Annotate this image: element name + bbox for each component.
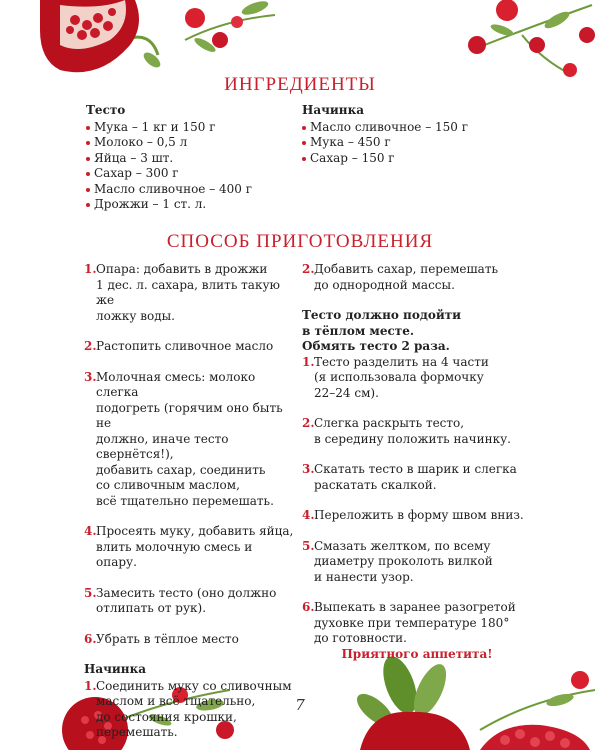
step-number: 4.: [302, 508, 315, 522]
step-line: Скатать тесто в шарик и слегка: [314, 462, 517, 476]
step-line: Просеять муку, добавить яйца,: [96, 524, 294, 538]
method-step: [84, 524, 294, 571]
dough-ingredients: [86, 103, 286, 213]
step-line: всё тщательно перемешать.: [96, 493, 274, 508]
dough-title: Тесто: [86, 103, 126, 117]
step-line: Слегка раскрыть тесто,: [314, 416, 465, 430]
ingredient-item: Молоко – 0,5 л: [86, 135, 286, 151]
method-step: [302, 508, 532, 524]
step-line: влить молочную смесь и опару.: [96, 539, 253, 569]
pomegranate-branch-top-right: [462, 0, 600, 80]
method-step: [84, 632, 294, 648]
method-left-column: [84, 262, 294, 741]
method-step: [302, 462, 532, 493]
step-line: Смазать желтком, по всему: [314, 538, 491, 553]
step-line: до готовности.: [314, 631, 407, 645]
step-line: Опара: добавить в дрожжи: [96, 262, 268, 276]
filling-title: Начинка: [302, 103, 365, 117]
step-line: и нанести узор.: [314, 569, 414, 584]
step-line: до однородной массы.: [314, 277, 455, 292]
pomegranate-illustration-top-left: [40, 0, 170, 80]
step-number: 6.: [302, 600, 315, 614]
method-step: [84, 262, 294, 324]
step-line: маслом и всё тщательно,: [96, 694, 256, 708]
ingredient-item: Сахар – 150 г: [302, 151, 502, 167]
filling-method-title: Начинка: [84, 662, 147, 676]
step-line: в середину положить начинку.: [314, 431, 511, 446]
step-line: Добавить сахар, перемешать: [314, 262, 499, 276]
rise-note-line: Тесто должно подойти: [302, 308, 462, 322]
ingredient-item: Сахар – 300 г: [86, 166, 286, 182]
step-line: должно, иначе тесто свернётся!),: [96, 431, 229, 461]
step-number: 1.: [84, 678, 97, 693]
step-line: Переложить в форму швом вниз.: [314, 508, 524, 522]
method-step: [84, 586, 294, 617]
step-line: Выпекать в заранее разогретой: [314, 600, 516, 614]
step-number: 1.: [84, 262, 97, 276]
step-number: 5.: [84, 585, 97, 600]
step-line: 1 дес. л. сахара, влить такую же: [96, 277, 280, 307]
step-line: диаметру проколоть вилкой: [314, 554, 493, 568]
method-step: [302, 600, 532, 647]
method-step: [302, 262, 532, 293]
ingredient-item: Яйца – 3 шт.: [86, 151, 286, 167]
step-line: до состояния крошки,: [96, 709, 237, 724]
closing-wish: Приятного аппетита!: [341, 646, 493, 661]
ingredient-item: Дрожжи – 1 ст. л.: [86, 197, 286, 213]
step-line: Соединить муку со сливочным: [96, 678, 292, 693]
method-step: [84, 339, 294, 355]
step-number: 6.: [84, 631, 97, 646]
method-step: [84, 370, 294, 510]
page-number: 7: [295, 696, 305, 714]
method-step: [302, 416, 532, 447]
method-heading: СПОСОБ ПРИГОТОВЛЕНИЯ: [166, 231, 434, 252]
method-step: [302, 355, 532, 402]
step-line: Замесить тесто (оно должно: [96, 585, 277, 600]
ingredient-item: Мука – 1 кг и 150 г: [86, 120, 286, 136]
step-number: 2.: [302, 262, 315, 276]
method-step: [302, 539, 532, 586]
step-number: 2.: [302, 416, 315, 430]
step-line: отлипать от рук).: [96, 601, 207, 615]
ingredients-heading: ИНГРЕДИЕНТЫ: [224, 74, 376, 95]
filling-ingredients: [302, 103, 502, 166]
step-number: 3.: [84, 369, 97, 384]
step-line: 22–24 см).: [314, 385, 379, 400]
method-right-column: [302, 262, 532, 662]
step-line: со сливочным маслом,: [96, 478, 240, 492]
step-number: 4.: [84, 524, 97, 538]
step-number: 3.: [302, 462, 315, 476]
step-number: 5.: [302, 538, 315, 553]
rise-note-line: в тёплом месте.: [302, 323, 415, 338]
step-line: Убрать в тёплое место: [96, 631, 239, 646]
step-line: перемешать.: [96, 725, 178, 739]
ingredient-item: Масло сливочное – 150 г: [302, 120, 502, 136]
step-line: Растопить сливочное масло: [96, 339, 274, 353]
step-line: Тесто разделить на 4 части: [314, 354, 489, 369]
step-line: духовке при температуре 180°: [314, 615, 510, 630]
ingredient-item: Масло сливочное – 400 г: [86, 182, 286, 198]
step-line: ложку воды.: [96, 308, 175, 323]
step-line: (я использовала формочку: [314, 370, 484, 384]
step-number: 2.: [84, 339, 97, 353]
step-line: подогреть (горячим оно быть не: [96, 400, 283, 430]
step-line: добавить сахар, соединить: [96, 462, 266, 477]
step-number: 1.: [302, 354, 315, 369]
rise-note-line: Обмять тесто 2 раза.: [302, 339, 450, 353]
step-line: раскатать скалкой.: [314, 477, 437, 492]
ingredient-item: Мука – 450 г: [302, 135, 502, 151]
step-line: Молочная смесь: молоко слегка: [96, 369, 256, 399]
pomegranate-flowers-top-center: [175, 0, 285, 60]
